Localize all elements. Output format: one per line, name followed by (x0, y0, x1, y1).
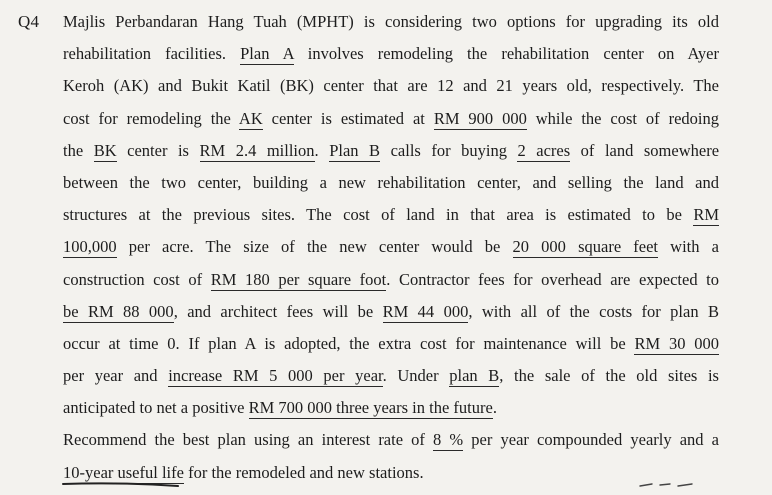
text-line (63, 109, 719, 141)
text-line (63, 430, 719, 462)
text-line (63, 141, 719, 173)
text-line (63, 398, 719, 430)
text-segment: the (63, 140, 94, 160)
text-segment: , and architect fees will be (173, 301, 383, 321)
text-segment: construction cost of (63, 269, 211, 289)
text-segment: while the cost of redoing (526, 108, 719, 128)
underlined-text: RM 700 000 three years in the future (248, 398, 493, 418)
text-segment: . (314, 140, 330, 160)
text-line (63, 334, 719, 366)
text-segment: center is (116, 140, 200, 160)
text-segment: rehabilitation facilities. (63, 44, 241, 64)
underlined-text: 20 000 square feet (512, 237, 659, 257)
text-segment: per acre. The size of the new center would be (116, 237, 513, 257)
text-segment: structures at the previous sites. The cost of land in that area is estimated to be (63, 205, 694, 225)
text-line (63, 205, 719, 237)
text-segment: Recommend the best plan using an interest rate of (63, 430, 434, 450)
text-segment: center is estimated at (262, 108, 434, 128)
text-segment: occur at time 0. If plan A is adopted, the extra cost for maintenance will be (63, 333, 635, 353)
text-line (63, 463, 719, 495)
text-line (63, 302, 719, 334)
text-line (63, 237, 719, 269)
underlined-text: BK (93, 140, 117, 160)
text-segment: anticipated to net a positive (63, 398, 249, 418)
underlined-text: 2 acres (517, 140, 571, 160)
question-text (63, 12, 719, 495)
underlined-text: 100,000 (63, 237, 117, 257)
text-segment: with a (658, 237, 719, 257)
underlined-text: RM 44 000 (382, 301, 469, 321)
underlined-text: increase RM 5 000 per year (168, 366, 383, 386)
text-segment: for the remodeled and new stations. (183, 462, 424, 482)
underlined-text: RM 30 000 (634, 333, 719, 353)
text-line (63, 44, 719, 76)
text-segment: Keroh (AK) and Bukit Katil (BK) center that are 12 and 21 years old, respectively. The (63, 76, 719, 96)
text-line (63, 366, 719, 398)
text-segment: between the two center, building a new rehabilitation center, and selling the land and (63, 172, 719, 192)
underlined-text: plan B (449, 366, 500, 386)
text-line (63, 76, 719, 108)
text-segment: . Contractor fees for overhead are expected to (386, 269, 720, 289)
underlined-text: RM 900 000 (433, 108, 527, 128)
text-line (63, 12, 719, 44)
underlined-text: 10-year useful life (63, 462, 184, 482)
text-segment: per year compounded yearly and a (463, 430, 719, 450)
text-segment: calls for buying (380, 140, 518, 160)
text-line (63, 270, 719, 302)
underlined-text: AK (238, 108, 263, 128)
underlined-text: RM 2.4 million (199, 140, 315, 160)
underlined-text: 8 % (433, 430, 464, 450)
text-segment: Majlis Perbandaran Hang Tuah (MPHT) is considering two options for upgrading its old (63, 12, 719, 31)
text-segment: per year and (63, 366, 169, 386)
text-segment: of land somewhere (570, 140, 720, 160)
underlined-text: RM (693, 205, 719, 225)
underlined-text: be RM 88 000 (63, 301, 174, 321)
text-line (63, 173, 719, 205)
text-segment: . Under (382, 366, 450, 386)
underlined-text: Plan B (329, 140, 381, 160)
text-segment: , with all of the costs for plan B (468, 301, 719, 321)
text-segment: cost for remodeling the (63, 108, 239, 128)
question-number: Q4 (18, 12, 40, 31)
text-segment: , the sale of the old sites is (499, 366, 719, 386)
text-segment: involves remodeling the rehabilitation center on Ayer (293, 44, 719, 64)
text-segment: . (492, 398, 497, 418)
underlined-text: Plan A (240, 44, 294, 64)
underlined-text: RM 180 per square foot (210, 269, 387, 289)
